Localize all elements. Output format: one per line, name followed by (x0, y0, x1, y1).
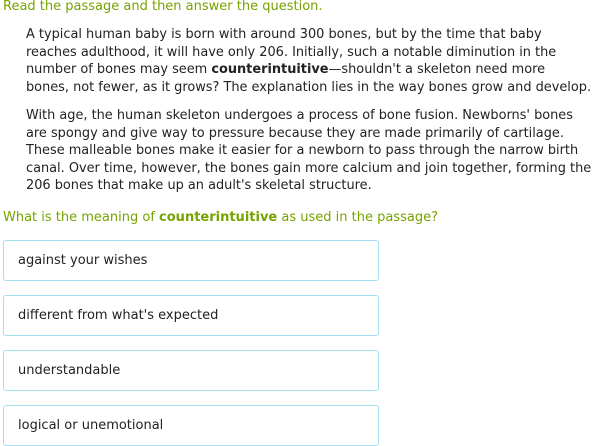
passage-paragraph-2: With age, the human skeleton undergoes a process of bone fusion. Newborns' bones are spongy and give way to pressure because they are made primarily of cartilage. These malleable bones make it easier for a newborn to pass through the narrow birth canal. Over time, however, the bones gain more calcium and join together, forming the 206 bones that make up an adult's skeletal structure. (26, 108, 592, 193)
answer-choice-4[interactable] (3, 405, 379, 446)
answer-choice-label: different from what's expected (18, 308, 219, 323)
passage-p1-start: A typical human baby is born with around 300 bones, but by the time that baby reaches adulthood, it will have only 206. Initially, such a notable diminution in the number of bones may seem (26, 27, 557, 77)
answer-choice-label: logical or unemotional (18, 418, 164, 433)
answer-choices (3, 240, 379, 446)
reading-passage (26, 26, 592, 195)
passage-highlighted-word: counterintuitive (211, 62, 329, 77)
passage-paragraph-1 (26, 26, 592, 96)
question-prompt (3, 209, 438, 226)
answer-choice-2[interactable] (3, 295, 379, 336)
question-target-word: counterintuitive (159, 210, 278, 225)
question-start: What is the meaning of (3, 210, 160, 225)
answer-choice-label: understandable (18, 363, 121, 378)
instruction-text: Read the passage and then answer the question. (3, 0, 323, 14)
passage-p1-end: —shouldn't a skeleton need more bones, not fewer, as it grows? The explanation lies in the way bones grow and develop. (26, 62, 592, 95)
answer-choice-1[interactable] (3, 240, 379, 281)
question-end: as used in the passage? (277, 210, 438, 225)
answer-choice-3[interactable] (3, 350, 379, 391)
answer-choice-label: against your wishes (18, 253, 148, 268)
